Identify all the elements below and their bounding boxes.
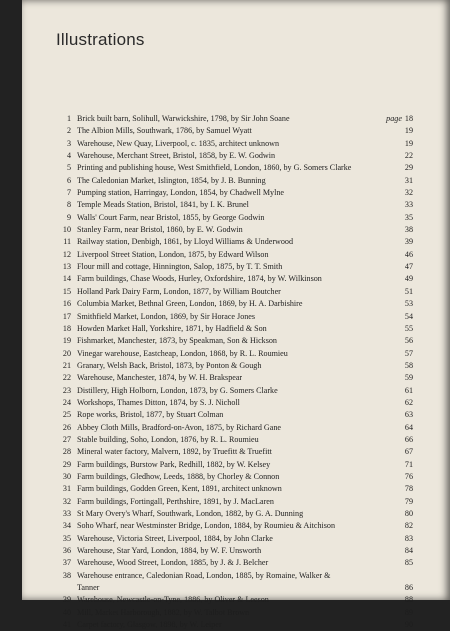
item-caption: Carpet factory, Glasgow, 1898, by W. Leiper bbox=[77, 620, 222, 630]
item-number: 3 bbox=[66, 138, 71, 148]
list-item bbox=[55, 199, 413, 211]
item-number: 33 bbox=[62, 509, 71, 518]
item-number: 28 bbox=[62, 447, 71, 457]
item-page-number: 58 bbox=[404, 360, 413, 370]
list-item bbox=[55, 582, 413, 594]
item-caption: Liverpool Street Station, London, 1875, by Edward Wilson bbox=[77, 249, 269, 259]
item-caption: Smithfield Market, London, 1869, by Sir Horace Jones bbox=[77, 311, 256, 321]
list-item bbox=[55, 385, 413, 397]
item-number: 20 bbox=[62, 348, 71, 358]
item-page-number: 83 bbox=[404, 533, 413, 543]
list-item bbox=[55, 212, 413, 224]
item-number: 21 bbox=[62, 360, 71, 370]
list-item bbox=[55, 236, 413, 248]
item-caption: Warehouse, Wood Street, London, 1885, by J. & J. Belcher bbox=[77, 558, 269, 568]
item-page-number: 61 bbox=[404, 385, 413, 395]
item-number: 22 bbox=[62, 373, 71, 383]
list-item bbox=[55, 187, 413, 199]
book-page bbox=[22, 0, 450, 630]
item-number: 18 bbox=[62, 323, 71, 333]
item-number: 38 bbox=[62, 570, 71, 580]
item-page-number: 51 bbox=[404, 286, 413, 296]
item-number: 8 bbox=[66, 200, 71, 210]
item-number: 7 bbox=[66, 188, 71, 198]
item-number: 2 bbox=[66, 126, 71, 136]
illustrations-list bbox=[55, 113, 413, 631]
item-page-number: 64 bbox=[404, 422, 413, 432]
list-item bbox=[55, 483, 413, 495]
item-page-number: 35 bbox=[404, 212, 413, 222]
item-number: 41 bbox=[62, 620, 71, 630]
list-item bbox=[55, 434, 413, 446]
item-number: 30 bbox=[62, 471, 71, 481]
list-item bbox=[55, 520, 413, 532]
list-item bbox=[55, 298, 413, 310]
item-page-number: 46 bbox=[404, 249, 413, 259]
item-number: 6 bbox=[66, 175, 71, 185]
item-caption: The Albion Mills, Southwark, 1786, by Samuel Wyatt bbox=[77, 126, 252, 136]
item-caption: The Caledonian Market, Islington, 1854, by J. B. Bunning bbox=[77, 175, 266, 185]
item-caption: Howden Market Hall, Yorkshire, 1871, by Hadfield & Son bbox=[77, 323, 267, 333]
item-number: 13 bbox=[62, 262, 71, 272]
item-page-number: 89 bbox=[404, 607, 413, 617]
item-page-number: 67 bbox=[404, 447, 413, 457]
list-item bbox=[55, 594, 413, 606]
page-value: 18 bbox=[404, 114, 413, 123]
list-item bbox=[55, 162, 413, 174]
item-page-number: 54 bbox=[404, 311, 413, 321]
list-item bbox=[55, 471, 413, 483]
item-page-number: 71 bbox=[404, 459, 413, 469]
list-item bbox=[55, 619, 413, 631]
item-page-number: 55 bbox=[404, 323, 413, 333]
item-caption: St Mary Overy's Wharf, Southwark, London, 1882, by G. A. Dunning bbox=[77, 509, 304, 518]
item-number: 29 bbox=[62, 459, 71, 469]
list-item bbox=[55, 545, 413, 557]
item-number: 17 bbox=[62, 311, 71, 321]
item-caption: Vinegar warehouse, Eastcheap, London, 1868, by R. L. Roumieu bbox=[77, 348, 288, 358]
item-number: 36 bbox=[62, 546, 71, 556]
item-caption: Pumping station, Harringay, London, 1854, by Chadwell Mylne bbox=[77, 188, 284, 198]
item-page-number bbox=[363, 113, 413, 125]
item-caption: Tanner bbox=[77, 583, 100, 593]
item-number: 1 bbox=[66, 114, 71, 123]
item-number: 25 bbox=[62, 410, 71, 420]
list-item bbox=[55, 348, 413, 360]
item-number: 32 bbox=[62, 496, 71, 506]
item-caption: Rope works, Bristol, 1877, by Stuart Colman bbox=[77, 410, 224, 420]
item-number: 26 bbox=[62, 422, 71, 432]
item-page-number: 88 bbox=[404, 595, 413, 605]
item-caption: Farm buildings, Fortingall, Perthshire, 1891, by J. MacLaren bbox=[77, 496, 274, 506]
item-number: 40 bbox=[62, 607, 71, 617]
item-number: 31 bbox=[62, 484, 71, 494]
item-page-number: 38 bbox=[404, 225, 413, 235]
item-caption: Soho Wharf, near Westminster Bridge, London, 1884, by Roumieu & Aitchison bbox=[77, 521, 336, 531]
item-caption: Mill, Market Harborough, 1882, by W. Talbot Brown bbox=[77, 607, 250, 617]
list-item bbox=[55, 224, 413, 236]
item-caption: Warehouse, Victoria Street, Liverpool, 1884, by John Clarke bbox=[77, 533, 273, 543]
item-page-number: 19 bbox=[404, 126, 413, 136]
item-caption: Printing and publishing house, West Smithfield, London, 1860, by G. Somers Clarke bbox=[77, 163, 352, 173]
list-item bbox=[55, 286, 413, 298]
item-page-number: 82 bbox=[404, 521, 413, 531]
list-item bbox=[55, 150, 413, 162]
item-number: 10 bbox=[62, 225, 71, 235]
item-number: 34 bbox=[62, 521, 71, 531]
item-number: 5 bbox=[66, 163, 71, 173]
item-number: 12 bbox=[62, 249, 71, 259]
item-number: 35 bbox=[62, 533, 71, 543]
item-caption: Stanley Farm, near Bristol, 1860, by E. W. Godwin bbox=[77, 225, 243, 235]
item-number: 19 bbox=[62, 336, 71, 346]
list-item bbox=[55, 446, 413, 458]
list-item bbox=[55, 335, 413, 347]
list-item bbox=[55, 459, 413, 471]
item-page-number: 56 bbox=[404, 336, 413, 346]
item-caption: Warehouse, Merchant Street, Bristol, 1858, by E. W. Godwin bbox=[77, 151, 276, 161]
item-caption: Stable building, Soho, London, 1876, by R. L. Roumieu bbox=[77, 434, 259, 444]
item-page-number: 80 bbox=[404, 509, 413, 518]
item-caption: Warehouse, New Quay, Liverpool, c. 1835, architect unknown bbox=[77, 138, 280, 148]
item-page-number: 84 bbox=[404, 546, 413, 556]
item-number: 39 bbox=[62, 595, 71, 605]
list-item bbox=[55, 422, 413, 434]
item-page-number: 57 bbox=[404, 348, 413, 358]
item-number: 9 bbox=[66, 212, 71, 222]
item-number: 24 bbox=[62, 397, 71, 407]
item-number: 37 bbox=[62, 558, 71, 568]
list-item bbox=[55, 360, 413, 372]
item-page-number: 62 bbox=[404, 397, 413, 407]
item-number: 14 bbox=[62, 274, 71, 284]
list-item bbox=[55, 607, 413, 619]
list-item bbox=[55, 372, 413, 384]
list-item bbox=[55, 261, 413, 273]
item-caption: Mineral water factory, Malvern, 1892, by Truefitt & Truefitt bbox=[77, 447, 272, 457]
item-caption: Railway station, Denbigh, 1861, by Lloyd Williams & Underwood bbox=[77, 237, 294, 247]
item-page-number: 90 bbox=[404, 620, 413, 630]
item-page-number: 29 bbox=[404, 163, 413, 173]
item-caption: Warehouse, Star Yard, London, 1884, by W. F. Unsworth bbox=[77, 546, 262, 556]
item-caption: Abbey Cloth Mills, Bradford-on-Avon, 1875, by Richard Gane bbox=[77, 422, 281, 432]
item-page-number: 53 bbox=[404, 299, 413, 309]
list-item bbox=[55, 249, 413, 261]
item-page-number: 19 bbox=[404, 138, 413, 148]
item-caption: Fishmarket, Manchester, 1873, by Speakman, Son & Hickson bbox=[77, 336, 277, 346]
item-caption: Warehouse, Newcastle-on-Tyne, 1886, by Oliver & Leeson bbox=[77, 595, 269, 605]
list-item bbox=[55, 323, 413, 335]
list-item bbox=[55, 409, 413, 421]
item-number: 23 bbox=[62, 385, 71, 395]
list-item bbox=[55, 570, 413, 582]
item-caption: Farm buildings, Burstow Park, Redhill, 1882, by W. Kelsey bbox=[77, 459, 271, 469]
item-page-number: 33 bbox=[404, 200, 413, 210]
list-item bbox=[55, 175, 413, 187]
list-item bbox=[55, 496, 413, 508]
list-item bbox=[55, 273, 413, 285]
item-page-number: 59 bbox=[404, 373, 413, 383]
item-page-number: 86 bbox=[404, 583, 413, 593]
item-number: 4 bbox=[66, 151, 71, 161]
item-caption: Farm buildings, Godden Green, Kent, 1891, architect unknown bbox=[77, 484, 282, 494]
item-page-number: 79 bbox=[404, 496, 413, 506]
item-page-number: 22 bbox=[404, 151, 413, 161]
item-caption: Distillery, High Holborn, London, 1873, by G. Somers Clarke bbox=[77, 385, 278, 395]
item-caption: Flour mill and cottage, Hinnington, Salop, 1875, by T. T. Smith bbox=[77, 262, 283, 272]
list-item bbox=[55, 311, 413, 323]
item-page-number: 85 bbox=[404, 558, 413, 568]
item-page-number: 47 bbox=[404, 262, 413, 272]
list-item bbox=[55, 138, 413, 150]
item-caption: Warehouse, Manchester, 1874, by W. H. Brakspear bbox=[77, 373, 243, 383]
item-caption: Holland Park Dairy Farm, London, 1877, by William Boutcher bbox=[77, 286, 281, 296]
list-item bbox=[55, 125, 413, 137]
item-page-number: 49 bbox=[404, 274, 413, 284]
item-caption: Workshops, Thames Ditton, 1874, by S. J. Nicholl bbox=[77, 397, 240, 407]
list-item bbox=[55, 557, 413, 569]
item-caption: Farm buildings, Gledhow, Leeds, 1888, by Chorley & Connon bbox=[77, 471, 280, 481]
list-item bbox=[55, 113, 413, 125]
item-page-number: 78 bbox=[404, 484, 413, 494]
item-page-number: 66 bbox=[404, 434, 413, 444]
item-number: 15 bbox=[62, 286, 71, 296]
list-item bbox=[55, 533, 413, 545]
item-caption: Granary, Welsh Back, Bristol, 1873, by Ponton & Gough bbox=[77, 360, 262, 370]
item-number: 27 bbox=[62, 434, 71, 444]
item-number: 16 bbox=[62, 299, 71, 309]
list-item bbox=[55, 397, 413, 409]
item-caption: Farm buildings, Chase Woods, Hurley, Oxfordshire, 1874, by W. Wilkinson bbox=[77, 274, 322, 284]
item-page-number: 63 bbox=[404, 410, 413, 420]
item-number: 11 bbox=[63, 237, 71, 247]
page-prefix: page bbox=[386, 114, 402, 123]
item-page-number: 31 bbox=[404, 175, 413, 185]
item-page-number: 76 bbox=[404, 471, 413, 481]
list-item bbox=[55, 508, 413, 520]
item-page-number: 32 bbox=[404, 188, 413, 198]
item-page-number: 39 bbox=[404, 237, 413, 247]
item-caption: Temple Meads Station, Bristol, 1841, by I. K. Brunel bbox=[77, 200, 249, 210]
item-caption: Brick built barn, Solihull, Warwickshire, 1798, by Sir John Soane bbox=[77, 114, 290, 123]
page-heading: Illustrations bbox=[56, 30, 145, 49]
item-caption: Warehouse entrance, Caledonian Road, London, 1885, by Romaine, Walker & bbox=[77, 570, 331, 580]
item-caption: Walls' Court Farm, near Bristol, 1855, by George Godwin bbox=[77, 212, 265, 222]
item-caption: Columbia Market, Bethnal Green, London, 1869, by H. A. Darbishire bbox=[77, 299, 303, 309]
